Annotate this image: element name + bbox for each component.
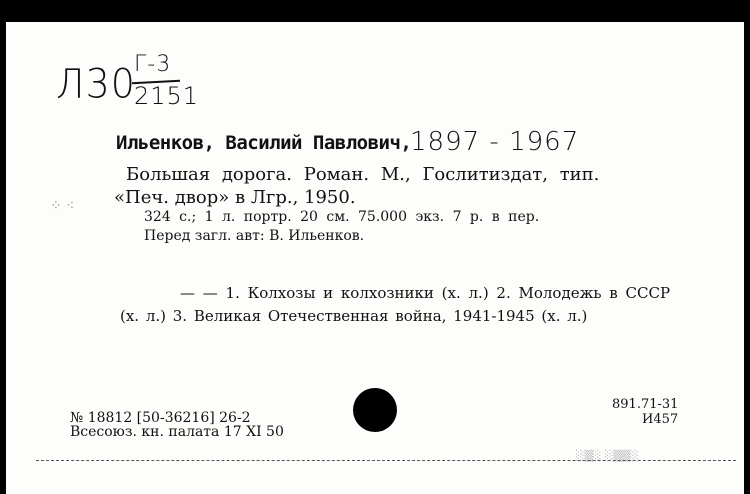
- shelfmark-top: Г-3: [134, 52, 172, 77]
- title-line: Большая дорога. Роман. М., Гослитиздат, тип.: [126, 164, 600, 185]
- issuing-chamber: Всесоюз. кн. палата 17 XI 50: [70, 424, 284, 440]
- subject-tracings-line1: — — 1. Колхозы и колхозники (х. л.) 2. Молодежь в СССР: [180, 284, 671, 302]
- ink-smudge: ⁘ ⁖: [50, 198, 75, 214]
- publisher-line: «Печ. двор» в Лгр., 1950.: [114, 187, 356, 208]
- shelfmark-bottom: 2151: [134, 82, 200, 110]
- note-line: Перед загл. авт: В. Ильенков.: [144, 228, 365, 244]
- subject-tracings-line2: (х. л.) 3. Великая Отечественная война, 1941-1945 (х. л.): [120, 307, 588, 325]
- physical-description: 324 с.; 1 л. портр. 20 см. 75.000 экз. 7 р. в пер.: [144, 209, 540, 225]
- card-bottom-strip: [6, 462, 744, 494]
- shelfmark-prefix: Л30: [56, 60, 136, 108]
- author-heading: Ильенков, Василий Павлович,: [116, 132, 412, 154]
- author-mark: И457: [642, 412, 679, 427]
- author-dates: 1897 - 1967: [410, 127, 580, 157]
- classification-number: 891.71-31: [612, 397, 679, 412]
- card-punch-hole: [353, 388, 397, 432]
- card-number: № 18812 [50-36216] 26-2: [70, 410, 251, 426]
- faded-stamp: ░▒░ ░▒▒░: [576, 450, 639, 462]
